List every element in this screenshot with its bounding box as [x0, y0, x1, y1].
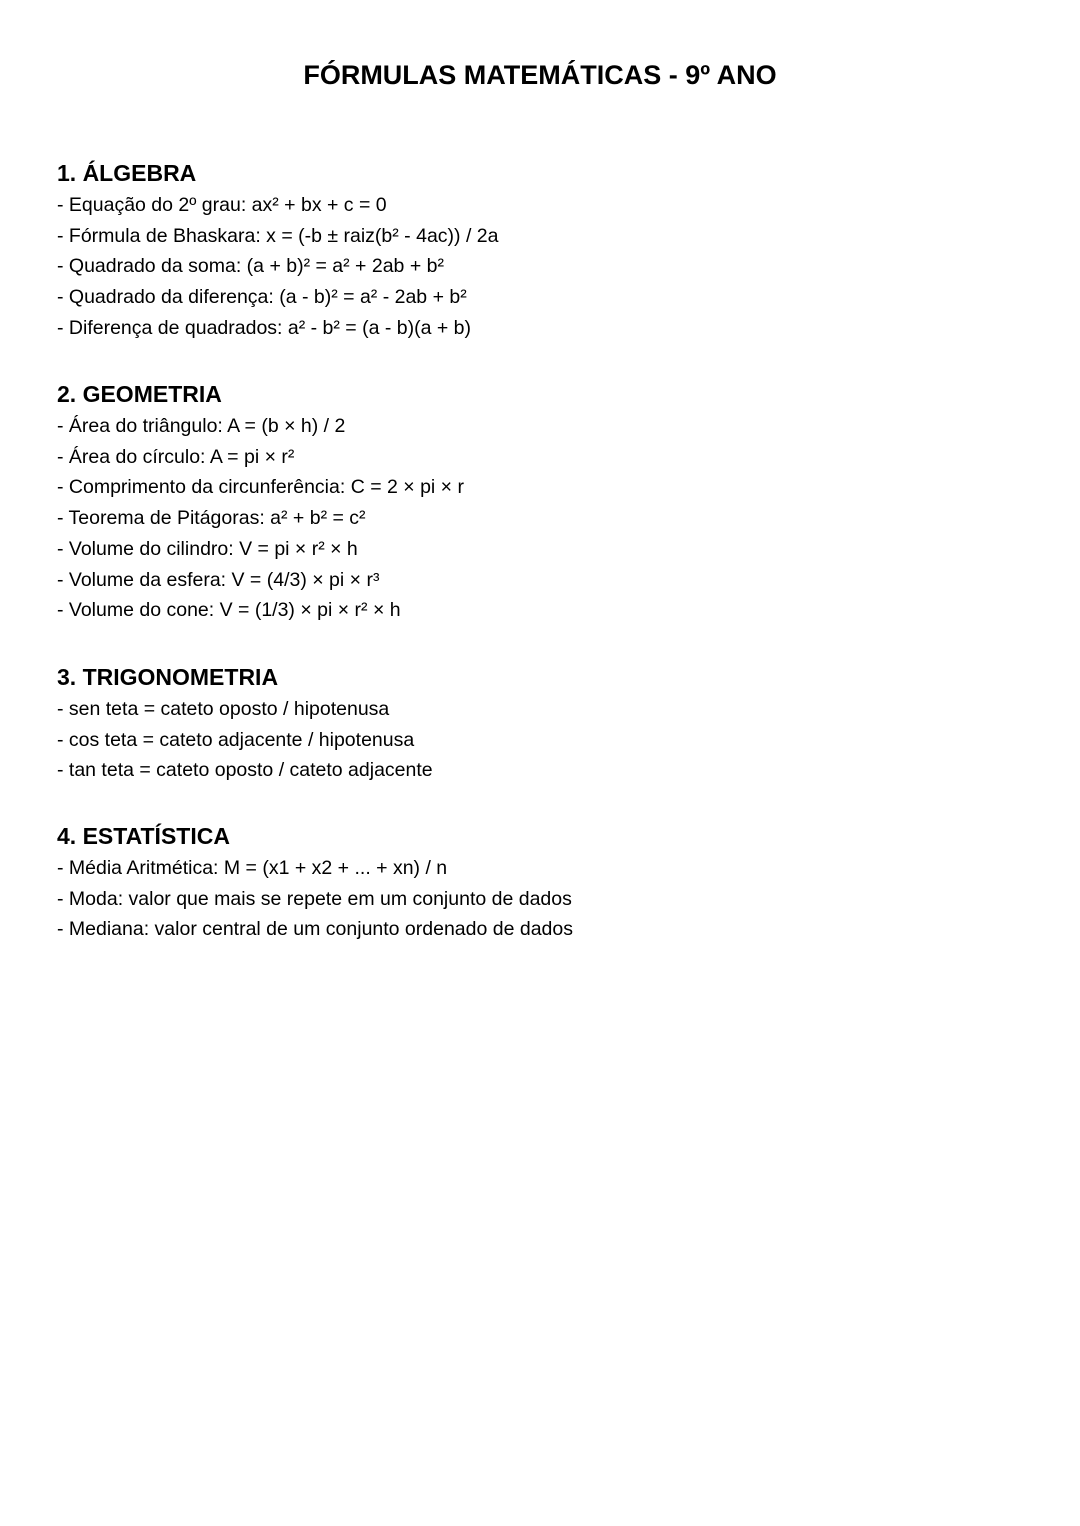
- formula-item: - Fórmula de Bhaskara: x = (-b ± raiz(b² - 4ac)) / 2a: [57, 224, 499, 247]
- formula-item: - Média Aritmética: M = (x1 + x2 + ... + xn) / n: [57, 857, 448, 879]
- section-heading: 4. ESTATÍSTICA: [57, 823, 230, 849]
- formula-list: [57, 411, 464, 626]
- section-heading: 3. TRIGONOMETRIA: [57, 664, 279, 690]
- formula-item: - Volume da esfera: V = (4/3) × pi × r³: [57, 568, 380, 591]
- formula-item: - Teorema de Pitágoras: a² + b² = c²: [57, 507, 366, 530]
- formula-list: [57, 694, 433, 786]
- formula-item: - cos teta = cateto adjacente / hipotenusa: [57, 728, 415, 751]
- formula-item: - Área do triângulo: A = (b × h) / 2: [57, 415, 346, 437]
- formula-item: - Mediana: valor central de um conjunto ordenado de dados: [57, 918, 573, 941]
- formula-item: - Quadrado da soma: (a + b)² = a² + 2ab + b²: [57, 255, 444, 278]
- formula-item: - Volume do cone: V = (1/3) × pi × r² × h: [57, 599, 401, 622]
- formula-list: [57, 190, 498, 344]
- section-estatistica: [57, 821, 573, 945]
- formula-item: - Diferença de quadrados: a² - b² = (a - b)(a + b): [57, 316, 472, 339]
- section-geometria: [57, 379, 464, 626]
- formula-item: - Área do círculo: A = pi × r²: [57, 445, 295, 468]
- formula-list: [57, 853, 573, 945]
- section-heading: 2. GEOMETRIA: [57, 381, 222, 407]
- formula-item: - Moda: valor que mais se repete em um conjunto de dados: [57, 887, 572, 910]
- section-algebra: [57, 158, 498, 344]
- section-trigonometria: [57, 662, 433, 786]
- page-title: FÓRMULAS MATEMÁTICAS - 9º ANO: [303, 60, 777, 90]
- section-heading: 1. ÁLGEBRA: [57, 160, 197, 186]
- formula-item: - Volume do cilindro: V = pi × r² × h: [57, 537, 358, 560]
- formula-item: - tan teta = cateto oposto / cateto adjacente: [57, 759, 433, 782]
- formula-item: - sen teta = cateto oposto / hipotenusa: [57, 698, 390, 720]
- formula-item: - Comprimento da circunferência: C = 2 × pi × r: [57, 476, 464, 499]
- formula-item: - Equação do 2º grau: ax² + bx + c = 0: [57, 194, 387, 216]
- formula-item: - Quadrado da diferença: (a - b)² = a² - 2ab + b²: [57, 286, 467, 309]
